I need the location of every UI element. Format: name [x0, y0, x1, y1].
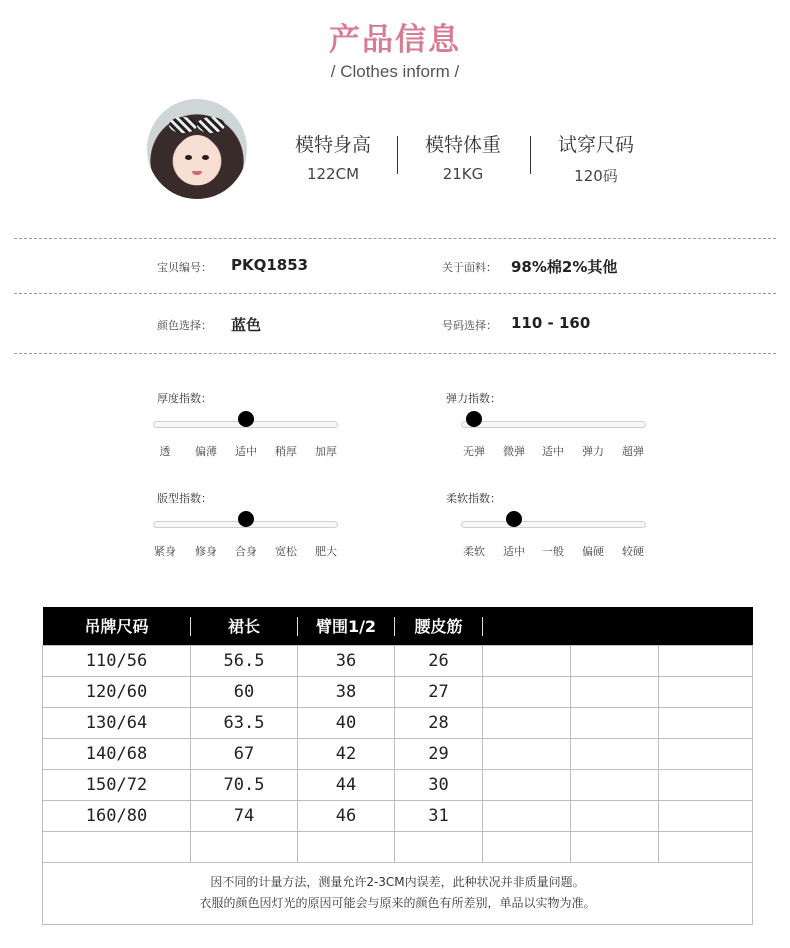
fit-tick: 合身: [235, 545, 257, 558]
size-range-value: 110 - 160: [511, 314, 591, 332]
size-range-label: 号码选择：: [442, 319, 497, 332]
table-cell: [571, 800, 659, 831]
size-table-header: [43, 607, 753, 645]
table-cell: 38: [298, 676, 395, 707]
fabric-value: 98%棉2%其他: [511, 258, 618, 276]
avatar-eye: [202, 155, 209, 160]
table-cell: [483, 645, 571, 676]
table-cell: 74: [191, 800, 298, 831]
model-avatar: [147, 99, 247, 199]
softness-index-title: 柔软指数：: [446, 492, 501, 505]
softness-tick: 柔软: [463, 545, 485, 558]
fit-tick: 肥大: [315, 545, 337, 558]
table-row: [43, 738, 753, 769]
table-cell: [395, 831, 483, 862]
elasticity-tick: 弹力: [582, 445, 604, 458]
table-cell: 36: [298, 645, 395, 676]
table-row: [43, 831, 753, 862]
table-cell: 130/64: [43, 707, 191, 738]
table-cell: 140/68: [43, 738, 191, 769]
table-cell: [483, 676, 571, 707]
table-cell: [659, 800, 753, 831]
softness-tick: 适中: [503, 545, 525, 558]
table-cell: 42: [298, 738, 395, 769]
elasticity-tick: 微弹: [503, 445, 525, 458]
table-cell: 60: [191, 676, 298, 707]
model-height-value: 122CM: [306, 165, 360, 183]
table-cell: [659, 676, 753, 707]
table-cell: [191, 831, 298, 862]
section-subtitle: / Clothes inform /: [330, 62, 460, 81]
softness-tick: 偏硬: [582, 545, 604, 558]
size-table: [42, 607, 753, 925]
table-cell: [298, 831, 395, 862]
model-trial-size-value: 120码: [574, 167, 618, 185]
fit-index-title: 版型指数：: [157, 492, 212, 505]
thickness-index-marker: [238, 411, 254, 427]
dashed-divider: [14, 353, 776, 354]
table-cell: 29: [395, 738, 483, 769]
avatar-eye: [185, 155, 192, 160]
table-row: [43, 800, 753, 831]
table-cell: [571, 769, 659, 800]
color-value: 蓝色: [231, 316, 262, 334]
table-cell: 28: [395, 707, 483, 738]
fit-index-marker: [238, 511, 254, 527]
table-cell: [483, 800, 571, 831]
elasticity-index-marker: [466, 411, 482, 427]
table-cell: 150/72: [43, 769, 191, 800]
fit-tick: 紧身: [154, 545, 176, 558]
model-weight-label: 模特体重: [424, 134, 501, 156]
table-cell: [43, 831, 191, 862]
table-cell: [483, 738, 571, 769]
measurement-note: [43, 862, 753, 924]
table-cell: 31: [395, 800, 483, 831]
fabric-label: 关于面料：: [442, 261, 497, 274]
table-cell: [571, 831, 659, 862]
model-height-label: 模特身高: [294, 134, 371, 156]
table-cell: [483, 769, 571, 800]
table-row: [43, 676, 753, 707]
table-cell: 30: [395, 769, 483, 800]
thickness-tick: 偏薄: [195, 445, 217, 458]
table-cell: [483, 831, 571, 862]
model-weight: [413, 130, 513, 183]
header-blank: [483, 607, 571, 645]
table-cell: 63.5: [191, 707, 298, 738]
table-cell: 46: [298, 800, 395, 831]
elasticity-index-track: [461, 421, 646, 428]
table-row: [43, 645, 753, 676]
measurement-note-line: 因不同的计量方法，测量允许2-3CM内误差，此种状况并非质量问题。: [210, 875, 585, 889]
table-cell: [659, 831, 753, 862]
elasticity-tick: 适中: [542, 445, 564, 458]
table-cell: 110/56: [43, 645, 191, 676]
table-cell: 27: [395, 676, 483, 707]
model-trial-size: [546, 130, 646, 186]
header-skirt-length: 裙长: [191, 607, 298, 645]
elasticity-tick: 超弹: [622, 445, 644, 458]
table-row: [43, 769, 753, 800]
table-cell: [571, 676, 659, 707]
product-code-label: 宝贝编号：: [157, 261, 212, 274]
thickness-tick: 透: [159, 445, 171, 458]
table-cell: 70.5: [191, 769, 298, 800]
product-code-value: PKQ1853: [231, 256, 309, 274]
thickness-tick: 加厚: [315, 445, 337, 458]
header-blank: [659, 607, 753, 645]
header-blank: [571, 607, 659, 645]
table-cell: [571, 738, 659, 769]
table-cell: [659, 645, 753, 676]
model-height: [283, 130, 383, 183]
stat-divider: [397, 136, 398, 174]
header-waistband: 腰皮筋: [395, 607, 483, 645]
header-half-arm: 臂围1/2: [298, 607, 395, 645]
model-weight-value: 21KG: [442, 165, 484, 183]
elasticity-tick: 无弹: [463, 445, 485, 458]
softness-index-track: [461, 521, 646, 528]
table-cell: 40: [298, 707, 395, 738]
table-row: [43, 707, 753, 738]
fit-tick: 宽松: [275, 545, 297, 558]
avatar-face: [175, 135, 219, 185]
hair-bow-icon: [197, 117, 225, 133]
table-cell: [659, 707, 753, 738]
table-cell: 160/80: [43, 800, 191, 831]
softness-index-marker: [506, 511, 522, 527]
table-cell: 67: [191, 738, 298, 769]
fit-tick: 修身: [195, 545, 217, 558]
dashed-divider: [14, 238, 776, 239]
table-cell: 44: [298, 769, 395, 800]
model-trial-size-label: 试穿尺码: [557, 134, 634, 156]
table-cell: [571, 707, 659, 738]
table-cell: [571, 645, 659, 676]
elasticity-index-title: 弹力指数：: [446, 392, 501, 405]
thickness-tick: 适中: [235, 445, 257, 458]
table-note-row: [43, 862, 753, 924]
table-cell: 56.5: [191, 645, 298, 676]
table-cell: [483, 707, 571, 738]
section-title: 产品信息: [329, 22, 461, 58]
thickness-index-title: 厚度指数：: [157, 392, 212, 405]
table-cell: [659, 769, 753, 800]
softness-tick: 一般: [542, 545, 564, 558]
dashed-divider: [14, 293, 776, 294]
thickness-tick: 稍厚: [275, 445, 297, 458]
table-cell: 120/60: [43, 676, 191, 707]
hair-bow-icon: [169, 117, 197, 133]
softness-tick: 较硬: [622, 545, 644, 558]
stat-divider: [530, 136, 531, 174]
table-cell: [659, 738, 753, 769]
measurement-note-line: 衣服的颜色因灯光的原因可能会与原来的颜色有所差别，单品以实物为准。: [199, 896, 596, 910]
table-cell: 26: [395, 645, 483, 676]
color-label: 颜色选择：: [157, 319, 212, 332]
header-tag-size: 吊牌尺码: [43, 607, 191, 645]
